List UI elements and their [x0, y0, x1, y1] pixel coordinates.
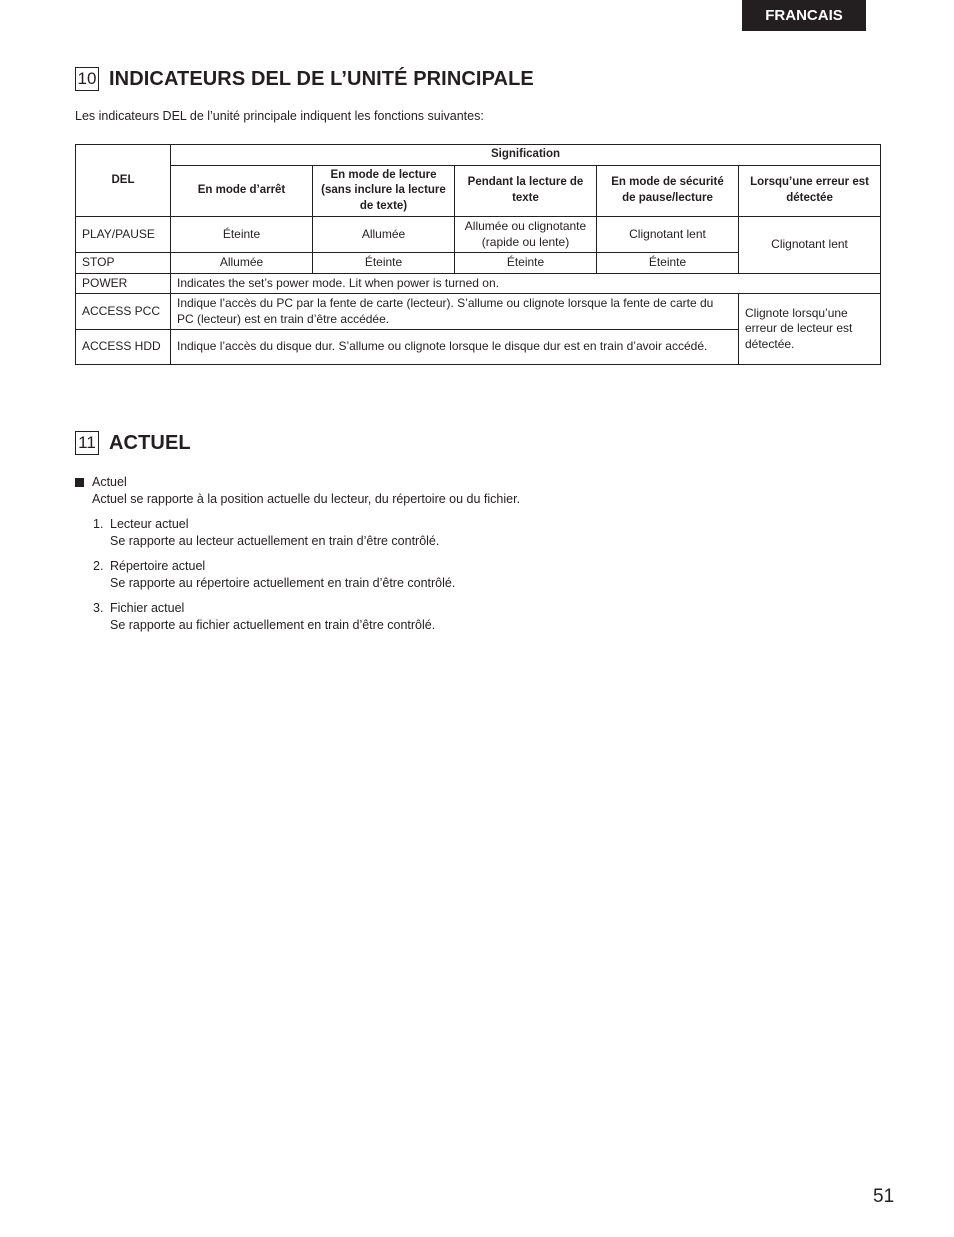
list-item-text: Se rapporte au lecteur actuellement en train d’être contrôlé. — [110, 534, 440, 548]
list-item-text: Se rapporte au répertoire actuellement en train d’être contrôlé. — [110, 576, 456, 590]
square-bullet-icon — [75, 478, 84, 487]
header-col1: En mode d’arrêt — [171, 165, 313, 217]
header-col3: Pendant la lecture de texte — [455, 165, 597, 217]
list-number: 2. — [93, 559, 104, 573]
header-col4: En mode de sécurité de pause/lecture — [597, 165, 739, 217]
table-cell: Clignote lorsqu’une erreur de lecteur est détectée. — [739, 294, 881, 365]
list-number: 3. — [93, 601, 104, 615]
table-cell: Clignotant lent — [597, 217, 739, 253]
page-number: 51 — [873, 1186, 895, 1207]
header-col2: En mode de lecture (sans inclure la lecture de texte) — [313, 165, 455, 217]
table-cell: Allumée — [313, 217, 455, 253]
section-title: INDICATEURS DEL DE L’UNITÉ PRINCIPALE — [109, 67, 534, 90]
table-cell: Indique l’accès du PC par la fente de carte (lecteur). S’allume ou clignote lorsque la fente de carte du PC (lecteur) est en train d’être accédée. — [171, 294, 739, 330]
list-number: 1. — [93, 517, 104, 531]
table-cell: Éteinte — [313, 253, 455, 274]
table-subheader-row — [76, 165, 881, 217]
table-row — [76, 217, 881, 253]
section-number: 10 — [75, 67, 99, 91]
numbered-list — [93, 516, 520, 634]
bullet-title: Actuel — [92, 475, 127, 489]
table-cell: Clignotant lent — [739, 217, 881, 274]
section-11-heading — [75, 431, 191, 455]
row-label: PLAY/PAUSE — [76, 217, 171, 253]
table-cell: Éteinte — [455, 253, 597, 274]
table-cell: Indique l’accès du disque dur. S’allume ou clignote lorsque le disque dur est en train d’avoir accédé. — [171, 330, 739, 365]
row-label: ACCESS HDD — [76, 330, 171, 365]
list-item-text: Se rapporte au fichier actuellement en train d’être contrôlé. — [110, 618, 436, 632]
bullet-item — [75, 474, 520, 508]
row-label: STOP — [76, 253, 171, 274]
list-item-title: Fichier actuel — [110, 601, 185, 615]
actuel-content — [75, 474, 520, 642]
list-item — [93, 600, 520, 634]
bullet-text: Actuel se rapporte à la position actuelle du lecteur, du répertoire ou du fichier. — [92, 492, 521, 506]
list-item-title: Répertoire actuel — [110, 559, 206, 573]
header-col5: Lorsqu’une erreur est détectée — [739, 165, 881, 217]
language-tab: FRANCAIS — [742, 0, 866, 31]
row-label: ACCESS PCC — [76, 294, 171, 330]
led-indicator-table — [75, 144, 881, 365]
table-cell: Allumée — [171, 253, 313, 274]
section-10-heading — [75, 67, 534, 91]
table-row — [76, 273, 881, 294]
header-del: DEL — [76, 145, 171, 217]
table-cell: Indicates the set’s power mode. Lit when power is turned on. — [171, 273, 881, 294]
list-item — [93, 558, 520, 592]
table-cell: Éteinte — [171, 217, 313, 253]
header-signification: Signification — [171, 145, 881, 166]
list-item-title: Lecteur actuel — [110, 517, 189, 531]
section-title: ACTUEL — [109, 431, 191, 454]
table-row — [76, 294, 881, 330]
section-number: 11 — [75, 431, 99, 455]
row-label: POWER — [76, 273, 171, 294]
list-item — [93, 516, 520, 550]
table-header-row — [76, 145, 881, 166]
intro-paragraph: Les indicateurs DEL de l’unité principale indiquent les fonctions suivantes: — [75, 109, 484, 123]
table-cell: Allumée ou clignotante (rapide ou lente) — [455, 217, 597, 253]
table-cell: Éteinte — [597, 253, 739, 274]
